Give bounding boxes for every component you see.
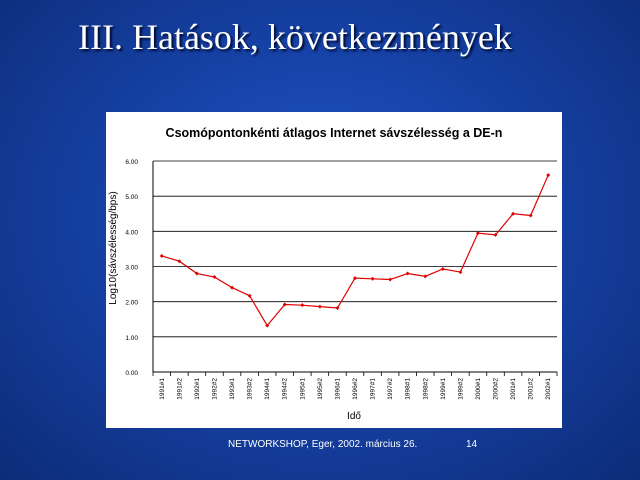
x-tick-labels — [159, 378, 552, 400]
x-tick-label: 1991#1 — [158, 378, 166, 400]
y-tick-labels — [125, 159, 138, 377]
line-chart — [106, 112, 562, 428]
y-tick-label: 2.00 — [125, 299, 138, 307]
gridlines — [153, 161, 557, 372]
x-tick-label: 1991#2 — [176, 378, 184, 400]
axes — [153, 161, 557, 376]
page-number: 14 — [466, 439, 478, 450]
x-tick-label: 1996#2 — [352, 378, 359, 400]
x-tick-label: 1995#1 — [299, 378, 307, 400]
x-tick-label: 1996#1 — [334, 378, 342, 400]
data-point — [160, 254, 164, 258]
data-point — [318, 305, 322, 309]
data-point — [371, 277, 375, 281]
x-tick-label: 1997#2 — [387, 378, 395, 400]
x-tick-label: 1994#1 — [264, 378, 272, 400]
footer-text: NETWORKSHOP, Eger, 2002. március 26. — [228, 439, 418, 450]
x-axis-label: Idő — [347, 411, 361, 422]
data-point — [423, 274, 427, 278]
x-tick-label: 1998#2 — [422, 378, 430, 400]
y-tick-label: 0.00 — [125, 370, 138, 377]
y-tick-label: 5.00 — [125, 194, 138, 202]
x-tick-label: 1999#1 — [439, 378, 447, 400]
data-point — [406, 272, 410, 276]
data-point — [529, 214, 533, 218]
data-point — [546, 173, 550, 177]
series-line — [162, 175, 548, 326]
data-point — [458, 270, 462, 274]
y-tick-label: 6.00 — [125, 159, 138, 166]
slide-title: III. Hatások, következmények — [78, 17, 512, 57]
y-tick-label: 1.00 — [125, 334, 138, 342]
y-axis-label: Log10(sávszélesség/bps) — [108, 191, 119, 305]
chart-panel — [106, 112, 562, 428]
x-tick-label: 1995#2 — [316, 378, 324, 400]
x-tick-label: 1992#1 — [193, 378, 201, 400]
x-tick-label: 1998#1 — [404, 378, 412, 400]
x-tick-label: 1997#1 — [369, 378, 377, 400]
x-tick-label: 2000#1 — [474, 378, 482, 400]
x-tick-label: 1999#2 — [457, 378, 465, 400]
x-tick-label: 2001#2 — [527, 378, 535, 400]
x-tick-label: 1992#2 — [211, 378, 219, 400]
x-tick-label: 2001#1 — [510, 378, 518, 400]
chart-title: Csomópontonkénti átlagos Internet sávszélesség a DE-n — [165, 126, 503, 140]
y-tick-label: 3.00 — [125, 264, 138, 272]
y-tick-label: 4.00 — [125, 229, 138, 237]
data-point — [441, 267, 445, 271]
x-tick-label: 1993#1 — [229, 378, 237, 400]
data-point — [300, 303, 304, 307]
x-tick-label: 2000#2 — [492, 378, 500, 400]
x-tick-label: 2002#1 — [545, 378, 553, 400]
x-tick-label: 1993#2 — [246, 378, 254, 400]
x-tick-label: 1994#2 — [281, 378, 289, 400]
data-point — [388, 278, 392, 282]
